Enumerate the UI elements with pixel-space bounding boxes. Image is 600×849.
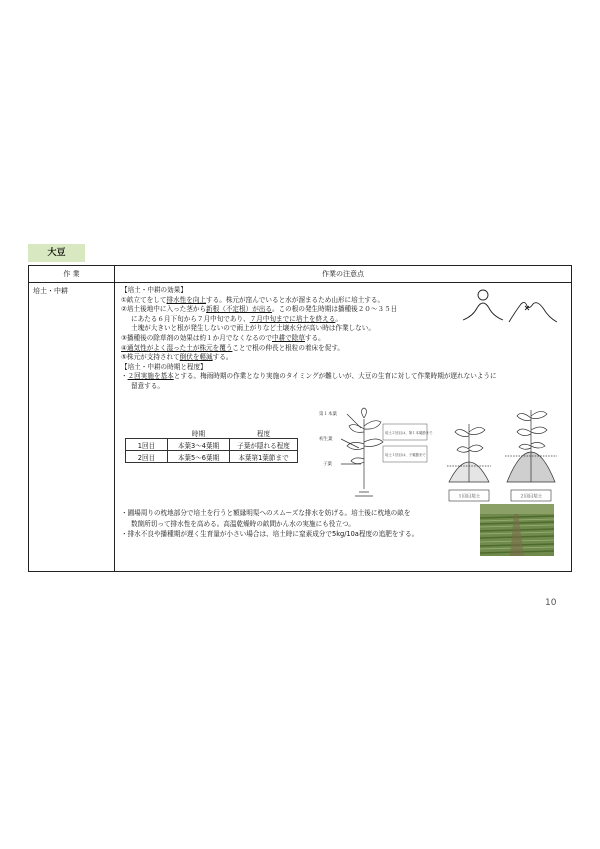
fertilizer-note: ・排水不良や播種期が遅く生育量が小さい場合は、培土時に窒素成分で5kg/10a程度の追肥をする。 xyxy=(121,530,419,538)
effect-item-2-cont: にあたる６月下旬から７月中旬であり、７月中旬までに培土を終える。 xyxy=(131,314,342,323)
effect-item-2-note: 土塊が大きいと根が発生しないので雨上がりなど土壌水分が高い時は作業しない。 xyxy=(131,324,375,333)
drainage-notes xyxy=(121,508,418,540)
schedule-header-row: 時期 程度 xyxy=(126,427,298,439)
svg-text:培土２回目は、第１本葉節まで: 培土２回目は、第１本葉節まで xyxy=(385,431,433,435)
timing-item-cont: 留意する。 xyxy=(131,381,164,390)
heading-timing: 【培土・中耕の時期と程度】 xyxy=(121,362,207,371)
diagram-label-leaf1: 第１本葉 xyxy=(319,412,337,417)
diagram-label-seedleaf: 子葉 xyxy=(323,462,332,467)
row-label-ridging: 培土・中耕 xyxy=(33,287,68,295)
soybean-ridging-diagram xyxy=(319,404,569,504)
diagram-label-cotyledon: 初生葉 xyxy=(319,437,333,442)
drainage-note-1: ・圃場周りの枕地部分で培土を行うと額縁明渠へのスムーズな排水を妨げる。培土後に枕地の畝を xyxy=(121,509,411,517)
effect-item-3: ③播種後の除草剤の効果は約１か月でなくなるので中耕で除草する。 xyxy=(121,333,325,342)
first-ridging-illustration xyxy=(447,424,491,482)
table-header xyxy=(29,266,571,283)
col-header-notes: 作業の注意点 xyxy=(322,270,364,278)
svg-text:培土１回目は、子葉節まで: 培土１回目は、子葉節まで xyxy=(385,453,426,457)
drainage-note-1-cont: 数箇所切って排水性を高める。高温乾燥時の畝間かん水の実施にも役立つ。 xyxy=(131,519,355,528)
page-number: 10 xyxy=(545,598,557,608)
soybean-plant-illustration xyxy=(341,408,383,496)
effect-item-1: ①畝立てをして排水性を向上する。株元が窪んでいると水が溜まるため山形に培土する。 xyxy=(121,295,385,304)
effect-item-4: ④通気性がよく湿った土が株元を覆うことで根の伸長と根粒の着床を促す。 xyxy=(121,343,344,352)
second-ridging-illustration xyxy=(505,410,557,482)
ridge-shape-icons xyxy=(461,288,569,324)
column-divider xyxy=(114,266,115,571)
schedule-row: 1回目 本葉3～4葉期 子葉が隠れる程度 xyxy=(126,439,298,451)
col-header-work: 作 業 xyxy=(63,270,80,278)
field-photo xyxy=(480,504,554,556)
caption-2nd: ２回目培土 xyxy=(519,494,543,500)
effect-item-5: ⑤株元が支持されて倒伏を軽減する。 xyxy=(121,353,233,362)
section-tag-soybean: 大豆 xyxy=(28,244,85,262)
ridging-schedule-table xyxy=(125,427,298,463)
effect-item-2: ②培土後地中に入った茎から新根（不定根）が出る。この根の発生時期は播種後２０～３５日 xyxy=(121,305,398,314)
bad-ridge-icon xyxy=(509,302,557,322)
timing-item: ・２回実施を基本とする。梅雨時期の作業となり実施のタイミングが難しいが、大豆の生育に対して作業時期が遅れないように xyxy=(121,372,497,381)
work-notes-table xyxy=(28,265,572,572)
schedule-row: 2回目 本葉5～6葉期 本葉第1葉節まで xyxy=(126,451,298,463)
good-ridge-icon xyxy=(463,290,503,320)
heading-effects: 【培土・中耕の効果】 xyxy=(121,286,187,294)
caption-1st: １回目培土 xyxy=(457,494,481,500)
